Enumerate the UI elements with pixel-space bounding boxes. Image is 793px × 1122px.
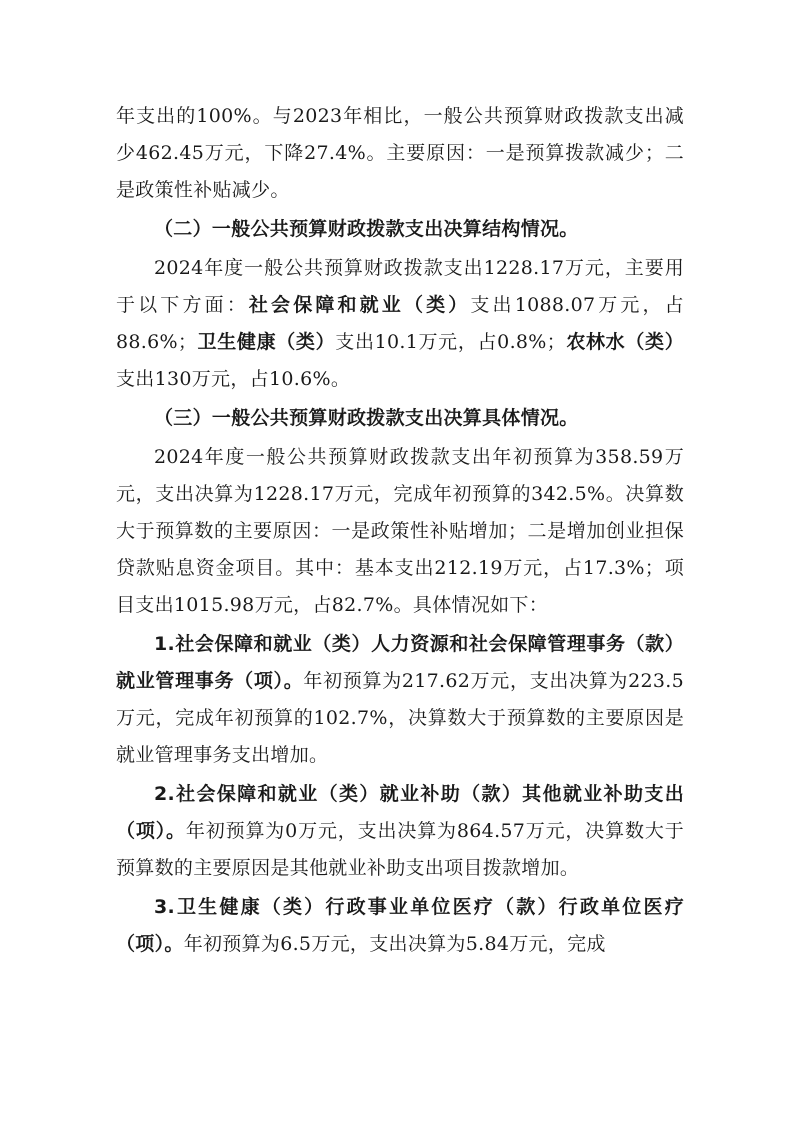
category-social-security: 社会保障和就业（类） — [248, 294, 471, 316]
item-other-employment-subsidy-title: 2.社会保障和就业（类）就业补助（款）其他就业补助支出（项）。 — [116, 783, 684, 842]
structure-intro: 2024年度一般公共预算财政拨款支出1228.17万元，主要用于以下方面： — [116, 257, 684, 316]
item-administrative-medical — [116, 889, 684, 963]
category-agriculture: 农林水（类） — [565, 331, 684, 353]
item-employment-management — [116, 626, 684, 774]
item-other-employment-subsidy — [116, 776, 684, 887]
item-administrative-medical-title: 3.卫生健康（类）行政事业单位医疗（款）行政单位医疗（项）。 — [116, 896, 684, 955]
paragraph-structure — [116, 250, 684, 398]
section-heading-structure: （二）一般公共预算财政拨款支出决算结构情况。 — [154, 218, 579, 240]
item-other-employment-subsidy-body: 年初预算为0万元，支出决算为864.57万元，决算数大于预算数的主要原因是其他就业补助支出项目拨款增加。 — [116, 820, 684, 879]
section-heading-details: （三）一般公共预算财政拨款支出决算具体情况。 — [154, 407, 579, 429]
item-employment-management-title: 1.社会保障和就业（类）人力资源和社会保障管理事务（款）就业管理事务（项）。 — [116, 633, 684, 692]
item-employment-management-body: 年初预算为217.62万元，支出决算为223.5万元，完成年初预算的102.7%，决算数大于预算数的主要原因是就业管理事务支出增加。 — [116, 670, 684, 766]
category-agriculture-detail: 支出130万元，占10.6%。 — [116, 368, 351, 390]
category-social-security-detail: 支出1088.07万元，占88.6%； — [116, 294, 684, 353]
document-body — [116, 98, 684, 963]
item-administrative-medical-body: 年初预算为6.5万元，支出决算为5.84万元，完成 — [183, 933, 606, 955]
paragraph-summary: 年支出的100%。与2023年相比，一般公共预算财政拨款支出减少462.45万元，下降27.4%。主要原因：一是预算拨款减少；二是政策性补贴减少。 — [116, 105, 684, 201]
category-health-detail: 支出10.1万元，占0.8%； — [335, 331, 566, 353]
paragraph-details: 2024年度一般公共预算财政拨款支出年初预算为358.59万元，支出决算为1228.17万元，完成年初预算的342.5%。决算数大于预算数的主要原因：一是政策性补贴增加；二是增加创业担保贷款贴息资金项目。其中：基本支出212.19万元，占17.3%；项目支出1015.98万元，占82.7%。具体情况如下： — [116, 446, 684, 616]
category-health: 卫生健康（类） — [197, 331, 336, 353]
